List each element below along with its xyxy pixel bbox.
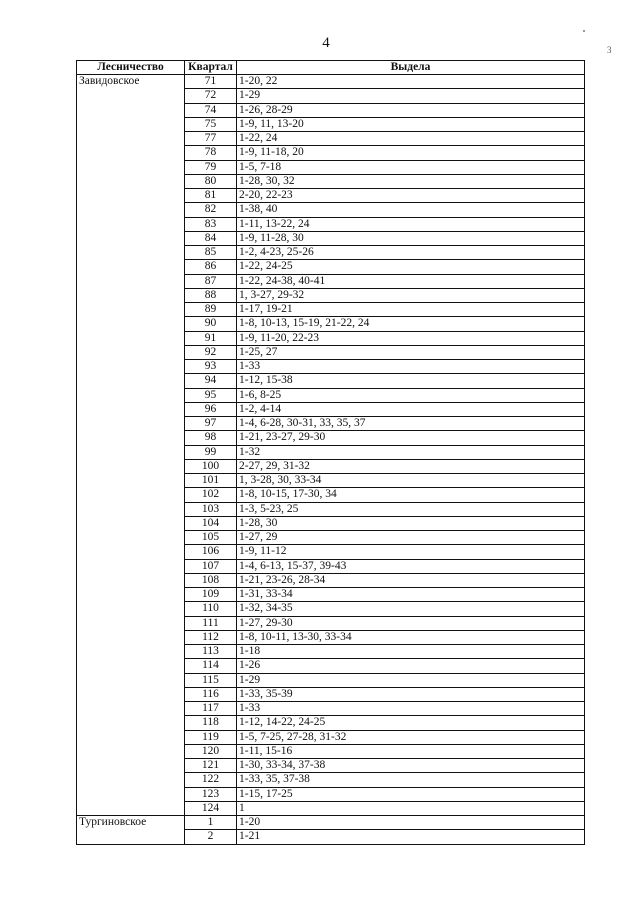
quarter-cell: 115 bbox=[185, 673, 237, 687]
plots-cell: 1-31, 33-34 bbox=[237, 588, 585, 602]
plots-cell: 1-21 bbox=[237, 830, 585, 844]
quarter-cell: 105 bbox=[185, 531, 237, 545]
plots-cell: 1-8, 10-15, 17-30, 34 bbox=[237, 488, 585, 502]
quarter-cell: 107 bbox=[185, 559, 237, 573]
plots-cell: 1-22, 24-38, 40-41 bbox=[237, 274, 585, 288]
plots-cell: 1-18 bbox=[237, 645, 585, 659]
quarter-cell: 106 bbox=[185, 545, 237, 559]
plots-cell: 1-33 bbox=[237, 360, 585, 374]
quarter-cell: 111 bbox=[185, 616, 237, 630]
quarter-cell: 93 bbox=[185, 360, 237, 374]
quarter-cell: 85 bbox=[185, 246, 237, 260]
quarter-cell: 123 bbox=[185, 787, 237, 801]
table-body bbox=[77, 75, 585, 845]
plots-cell: 1-5, 7-18 bbox=[237, 160, 585, 174]
plots-cell: 1, 3-27, 29-32 bbox=[237, 288, 585, 302]
plots-cell: 1 bbox=[237, 801, 585, 815]
quarter-cell: 104 bbox=[185, 516, 237, 530]
quarter-cell: 96 bbox=[185, 402, 237, 416]
quarter-cell: 94 bbox=[185, 374, 237, 388]
table-row bbox=[77, 75, 585, 89]
quarter-cell: 91 bbox=[185, 331, 237, 345]
quarter-cell: 84 bbox=[185, 231, 237, 245]
margin-mark: 3 bbox=[607, 45, 612, 55]
plots-cell: 1-20, 22 bbox=[237, 75, 585, 89]
quarter-cell: 120 bbox=[185, 744, 237, 758]
scan-speck bbox=[583, 30, 585, 32]
plots-cell: 1-28, 30 bbox=[237, 516, 585, 530]
plots-cell: 1-29 bbox=[237, 89, 585, 103]
plots-cell: 1-26, 28-29 bbox=[237, 103, 585, 117]
plots-cell: 1-11, 15-16 bbox=[237, 744, 585, 758]
quarter-cell: 71 bbox=[185, 75, 237, 89]
plots-cell: 1-20 bbox=[237, 816, 585, 830]
plots-cell: 1-27, 29 bbox=[237, 531, 585, 545]
plots-cell: 1-32, 34-35 bbox=[237, 602, 585, 616]
plots-cell: 1-6, 8-25 bbox=[237, 388, 585, 402]
quarter-cell: 88 bbox=[185, 288, 237, 302]
plots-cell: 1-26 bbox=[237, 659, 585, 673]
plots-cell: 2-20, 22-23 bbox=[237, 189, 585, 203]
quarter-cell: 112 bbox=[185, 630, 237, 644]
quarter-cell: 72 bbox=[185, 89, 237, 103]
plots-cell: 1-4, 6-13, 15-37, 39-43 bbox=[237, 559, 585, 573]
quarter-cell: 79 bbox=[185, 160, 237, 174]
quarter-cell: 108 bbox=[185, 573, 237, 587]
plots-cell: 1, 3-28, 30, 33-34 bbox=[237, 474, 585, 488]
forestry-cell: Тургиновское bbox=[77, 816, 185, 845]
header-plots: Выдела bbox=[237, 61, 585, 75]
quarter-cell: 75 bbox=[185, 117, 237, 131]
plots-cell: 1-9, 11-28, 30 bbox=[237, 231, 585, 245]
quarter-cell: 119 bbox=[185, 730, 237, 744]
quarter-cell: 101 bbox=[185, 474, 237, 488]
quarter-cell: 90 bbox=[185, 317, 237, 331]
plots-cell: 1-9, 11-12 bbox=[237, 545, 585, 559]
quarter-cell: 2 bbox=[185, 830, 237, 844]
forestry-cell: Завидовское bbox=[77, 75, 185, 816]
plots-cell: 1-11, 13-22, 24 bbox=[237, 217, 585, 231]
quarter-cell: 102 bbox=[185, 488, 237, 502]
plots-cell: 1-2, 4-14 bbox=[237, 402, 585, 416]
plots-cell: 1-38, 40 bbox=[237, 203, 585, 217]
plots-cell: 1-15, 17-25 bbox=[237, 787, 585, 801]
plots-cell: 1-17, 19-21 bbox=[237, 303, 585, 317]
quarter-cell: 121 bbox=[185, 759, 237, 773]
quarter-cell: 118 bbox=[185, 716, 237, 730]
plots-cell: 1-9, 11, 13-20 bbox=[237, 117, 585, 131]
plots-cell: 1-25, 27 bbox=[237, 345, 585, 359]
plots-cell: 1-9, 11-20, 22-23 bbox=[237, 331, 585, 345]
plots-cell: 1-28, 30, 32 bbox=[237, 174, 585, 188]
quarter-cell: 99 bbox=[185, 445, 237, 459]
quarter-cell: 117 bbox=[185, 702, 237, 716]
quarter-cell: 103 bbox=[185, 502, 237, 516]
plots-cell: 1-21, 23-26, 28-34 bbox=[237, 573, 585, 587]
plots-cell: 1-4, 6-28, 30-31, 33, 35, 37 bbox=[237, 417, 585, 431]
quarter-cell: 86 bbox=[185, 260, 237, 274]
quarter-cell: 100 bbox=[185, 459, 237, 473]
plots-cell: 1-2, 4-23, 25-26 bbox=[237, 246, 585, 260]
quarter-cell: 92 bbox=[185, 345, 237, 359]
plots-cell: 1-22, 24-25 bbox=[237, 260, 585, 274]
quarter-cell: 114 bbox=[185, 659, 237, 673]
plots-cell: 1-12, 15-38 bbox=[237, 374, 585, 388]
plots-cell: 1-33, 35-39 bbox=[237, 687, 585, 701]
plots-cell: 1-3, 5-23, 25 bbox=[237, 502, 585, 516]
header-forestry: Лесничество bbox=[77, 61, 185, 75]
plots-cell: 2-27, 29, 31-32 bbox=[237, 459, 585, 473]
quarter-cell: 74 bbox=[185, 103, 237, 117]
plots-cell: 1-22, 24 bbox=[237, 132, 585, 146]
quarter-cell: 116 bbox=[185, 687, 237, 701]
table-header-row bbox=[77, 61, 585, 75]
quarter-cell: 124 bbox=[185, 801, 237, 815]
quarter-cell: 122 bbox=[185, 773, 237, 787]
quarter-cell: 95 bbox=[185, 388, 237, 402]
quarter-cell: 87 bbox=[185, 274, 237, 288]
quarter-cell: 81 bbox=[185, 189, 237, 203]
plots-cell: 1-27, 29-30 bbox=[237, 616, 585, 630]
forest-plots-table bbox=[76, 60, 585, 845]
quarter-cell: 78 bbox=[185, 146, 237, 160]
table-row bbox=[77, 816, 585, 830]
plots-cell: 1-8, 10-11, 13-30, 33-34 bbox=[237, 630, 585, 644]
plots-cell: 1-30, 33-34, 37-38 bbox=[237, 759, 585, 773]
plots-cell: 1-5, 7-25, 27-28, 31-32 bbox=[237, 730, 585, 744]
header-quarter: Квартал bbox=[185, 61, 237, 75]
plots-cell: 1-8, 10-13, 15-19, 21-22, 24 bbox=[237, 317, 585, 331]
page-number: 4 bbox=[322, 35, 330, 51]
quarter-cell: 80 bbox=[185, 174, 237, 188]
quarter-cell: 83 bbox=[185, 217, 237, 231]
plots-cell: 1-33, 35, 37-38 bbox=[237, 773, 585, 787]
quarter-cell: 98 bbox=[185, 431, 237, 445]
plots-cell: 1-9, 11-18, 20 bbox=[237, 146, 585, 160]
plots-cell: 1-21, 23-27, 29-30 bbox=[237, 431, 585, 445]
quarter-cell: 1 bbox=[185, 816, 237, 830]
quarter-cell: 82 bbox=[185, 203, 237, 217]
quarter-cell: 113 bbox=[185, 645, 237, 659]
quarter-cell: 77 bbox=[185, 132, 237, 146]
plots-cell: 1-12, 14-22, 24-25 bbox=[237, 716, 585, 730]
plots-cell: 1-29 bbox=[237, 673, 585, 687]
quarter-cell: 110 bbox=[185, 602, 237, 616]
quarter-cell: 97 bbox=[185, 417, 237, 431]
quarter-cell: 109 bbox=[185, 588, 237, 602]
quarter-cell: 89 bbox=[185, 303, 237, 317]
plots-cell: 1-32 bbox=[237, 445, 585, 459]
plots-cell: 1-33 bbox=[237, 702, 585, 716]
